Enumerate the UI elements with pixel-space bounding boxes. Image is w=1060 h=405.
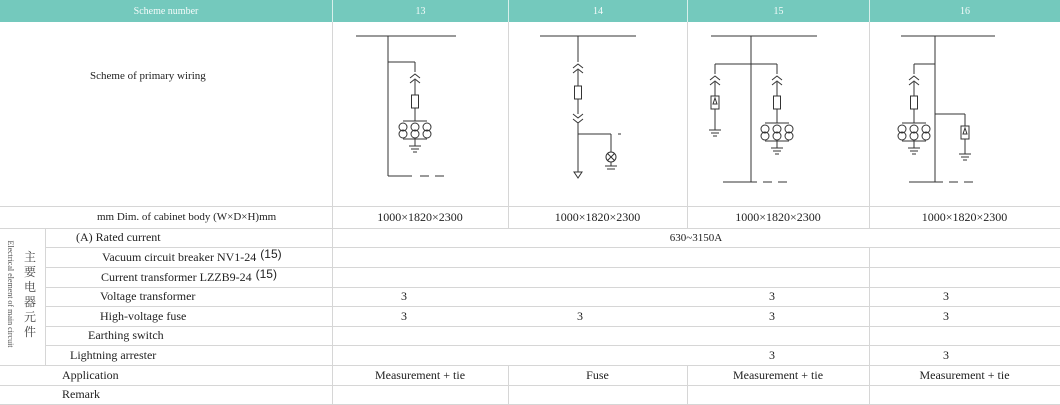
row-label-earthing: Earthing switch — [88, 328, 164, 342]
outlet-arrow-icon — [574, 172, 582, 178]
fuse-icon — [412, 95, 419, 108]
application-16: Measurement + tie — [919, 367, 1010, 382]
application-13: Measurement + tie — [374, 367, 466, 382]
plug-contact-icon — [909, 76, 919, 80]
wiring-diagram-13 — [332, 22, 508, 206]
wiring-diagram-14 — [508, 22, 687, 206]
vt-13: 3 — [401, 289, 407, 303]
fuse-16: 3 — [943, 308, 949, 323]
side-label-english: Electrical element of main circuit — [6, 240, 15, 348]
fuse-15: 3 — [769, 308, 775, 323]
breaker-qty: (15) — [260, 247, 282, 261]
dimension-16: 1000×1820×2300 — [921, 209, 1008, 224]
lightning-arrester-icon — [963, 128, 967, 134]
fuse-icon — [774, 96, 781, 109]
side-char: 元 — [23, 310, 36, 324]
arrester-15: 3 — [769, 347, 775, 362]
application-15: Measurement + tie — [732, 367, 824, 382]
row-label-vt: Voltage transformer — [100, 289, 196, 303]
side-char: 电 — [23, 280, 36, 294]
header-scheme-14: 14 — [508, 0, 687, 22]
header-scheme-15: 15 — [687, 0, 869, 22]
fuse-icon — [575, 86, 582, 99]
dimension-15: 1000×1820×2300 — [735, 209, 821, 224]
header-scheme-16: 16 — [869, 0, 1060, 22]
wiring-diagram-15 — [687, 22, 869, 206]
row-label-remark: Remark — [62, 387, 100, 401]
header-scheme-13: 13 — [332, 0, 508, 22]
row-label-breaker — [102, 247, 282, 267]
plug-contact-icon — [710, 76, 720, 80]
plug-contact-icon — [573, 114, 583, 118]
row-label-fuse: High-voltage fuse — [100, 308, 187, 323]
header-scheme-number: Scheme number — [0, 0, 332, 22]
lightning-arrester-icon — [713, 98, 717, 104]
grid-line — [0, 385, 1060, 386]
plug-contact-icon — [573, 119, 583, 123]
row-label-rated-current: (A) Rated current — [76, 230, 161, 244]
vt-14 — [508, 287, 652, 306]
fuse-14: 3 — [577, 308, 583, 323]
fuse-13: 3 — [401, 308, 407, 323]
wiring-diagram-16 — [869, 22, 1060, 206]
plug-contact-icon — [410, 74, 420, 78]
arrester-16: 3 — [943, 347, 949, 362]
application-14: Fuse — [586, 367, 609, 382]
side-label-chinese — [20, 230, 40, 360]
row-label-application: Application — [62, 367, 119, 382]
row-label-primary-wiring: Scheme of primary wiring — [90, 70, 206, 82]
dimension-14: 1000×1820×2300 — [554, 209, 641, 224]
grid-line — [45, 326, 1060, 327]
plug-contact-icon — [573, 64, 583, 68]
breaker-name: Vacuum circuit breaker NV1-24 — [102, 249, 257, 264]
row-label-ct — [101, 267, 277, 287]
rated-current-value: 630~3150A — [669, 231, 723, 244]
ct-name: Current transformer LZZB9-24 — [101, 269, 252, 284]
fuse-icon — [911, 96, 918, 109]
vt-16: 3 — [943, 289, 949, 303]
ct-qty: (15) — [255, 267, 277, 281]
vt-15: 3 — [769, 289, 775, 303]
row-label-arrester: Lightning arrester — [70, 347, 157, 362]
side-char: 件 — [23, 325, 36, 339]
side-char: 器 — [23, 295, 36, 309]
plug-contact-icon — [772, 76, 782, 80]
row-label-dimension: mm Dim. of cabinet body (W×D×H)mm — [97, 211, 277, 223]
arrester-14 — [508, 345, 652, 365]
dimension-13: 1000×1820×2300 — [377, 209, 463, 224]
arrester-13 — [332, 345, 476, 365]
side-char: 要 — [23, 265, 36, 279]
side-char: 主 — [23, 250, 36, 264]
